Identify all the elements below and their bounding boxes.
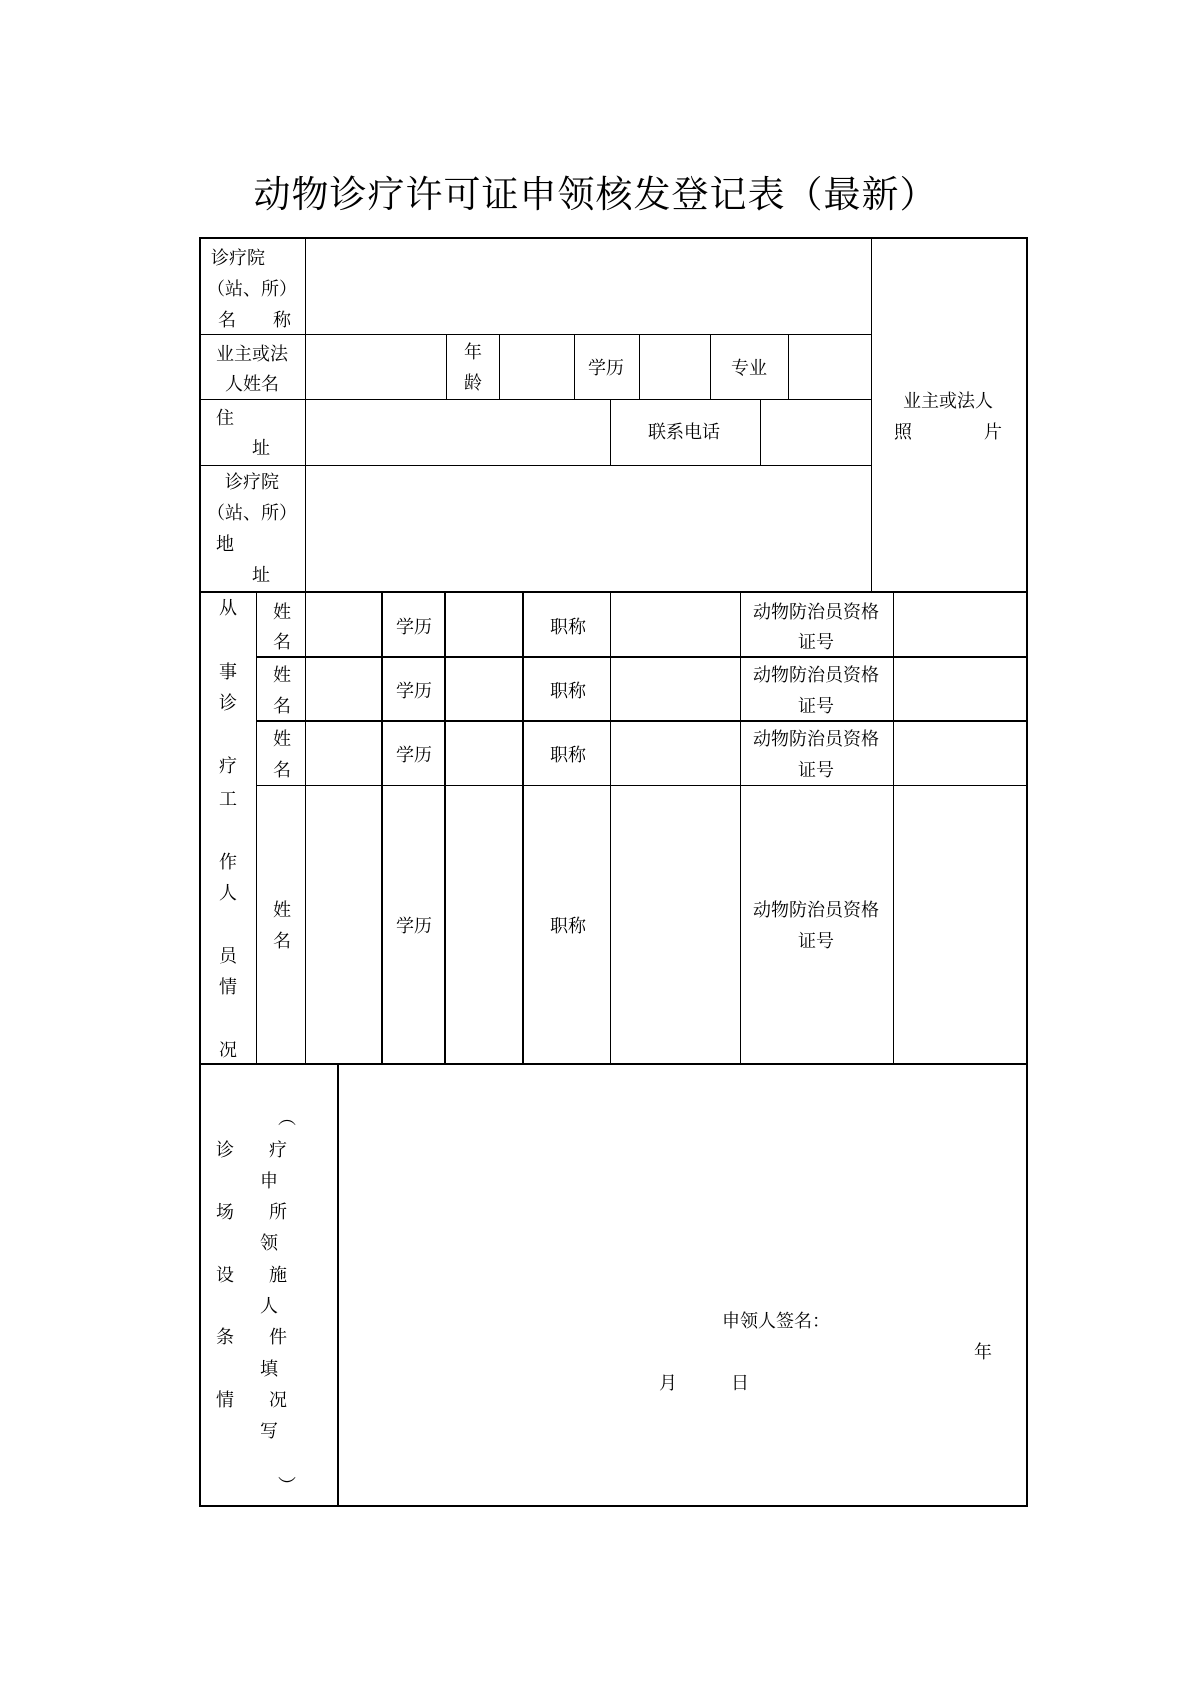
staff-education-label: 学历 — [396, 617, 432, 638]
staff-name-field[interactable] — [306, 786, 381, 1063]
facility-label: 疗 — [269, 1140, 287, 1161]
signature-label: 申领人签名： — [722, 1311, 830, 1332]
facility-label: 人 — [260, 1296, 278, 1317]
staff-name-field[interactable] — [306, 658, 381, 720]
facility-label: 条 — [216, 1327, 234, 1348]
staff-education-label: 学历 — [396, 916, 432, 937]
staff-cert-label: 动物防治员资格 — [753, 900, 879, 921]
staff-cert-label: 证号 — [798, 760, 834, 781]
photo-label: 照 — [894, 422, 912, 443]
owner-name-label: 业主或法 — [216, 344, 288, 365]
owner-name-label: 人姓名 — [225, 374, 279, 395]
staff-cert-field[interactable] — [894, 658, 1026, 720]
facility-label: 诊 — [216, 1140, 234, 1161]
date-month-label: 月 — [659, 1373, 677, 1394]
facility-label: 况 — [269, 1390, 287, 1411]
staff-title-field[interactable] — [611, 786, 740, 1063]
staff-section-label: 情 — [219, 977, 237, 998]
facility-label: 填 — [260, 1359, 278, 1380]
col-line — [740, 591, 741, 1064]
staff-title-field[interactable] — [611, 658, 740, 720]
phone-label: 联系电话 — [648, 422, 720, 443]
facility-label: 情 — [216, 1390, 234, 1411]
staff-education-field[interactable] — [446, 658, 522, 720]
staff-cert-label: 证号 — [798, 632, 834, 653]
staff-education-label: 学历 — [396, 745, 432, 766]
clinic-name-label: 称 — [273, 310, 291, 331]
staff-section-label: 诊 — [219, 693, 237, 714]
col-line — [381, 591, 383, 1064]
education-label: 学历 — [588, 358, 624, 379]
staff-name-field[interactable] — [306, 593, 381, 656]
clinic-address-field[interactable] — [306, 466, 871, 591]
clinic-name-field[interactable] — [306, 239, 871, 334]
date-day-label: 日 — [731, 1373, 749, 1394]
major-field[interactable] — [789, 335, 871, 399]
facility-label: 件 — [269, 1327, 287, 1348]
staff-cert-field[interactable] — [894, 722, 1026, 785]
address-label: 住 — [216, 408, 234, 429]
facility-label: ︶ — [278, 1476, 296, 1497]
table-bottom-border — [199, 1505, 1028, 1507]
address-field[interactable] — [306, 400, 610, 465]
staff-section-label: 工 — [219, 789, 237, 810]
staff-name-label: 名 — [273, 931, 291, 952]
col-line — [574, 334, 575, 400]
staff-section-label: 疗 — [219, 756, 237, 777]
staff-education-label: 学历 — [396, 681, 432, 702]
table-right-border — [1026, 237, 1028, 1507]
education-field[interactable] — [640, 335, 710, 399]
staff-name-label: 名 — [273, 760, 291, 781]
staff-title-label: 职称 — [550, 617, 586, 638]
photo-label: 业主或法人 — [903, 391, 993, 412]
facility-label: 领 — [260, 1233, 278, 1254]
address-label: 址 — [252, 438, 270, 459]
facility-label: 所 — [269, 1202, 287, 1223]
staff-section-label: 作 — [219, 852, 237, 873]
age-field[interactable] — [500, 335, 574, 399]
table-left-border — [199, 237, 201, 1507]
staff-section-label: 人 — [219, 883, 237, 904]
col-line — [610, 399, 611, 466]
staff-cert-label: 证号 — [798, 931, 834, 952]
facility-label: 申 — [260, 1171, 278, 1192]
photo-label: 片 — [984, 422, 1002, 443]
staff-title-field[interactable] — [611, 722, 740, 785]
staff-cert-field[interactable] — [894, 593, 1026, 656]
col-line — [256, 591, 257, 1064]
staff-cert-label: 动物防治员资格 — [753, 729, 879, 750]
staff-title-label: 职称 — [550, 681, 586, 702]
age-label: 龄 — [464, 373, 482, 394]
staff-title-field[interactable] — [611, 593, 740, 656]
col-line — [522, 591, 524, 1064]
facility-label: 写 — [260, 1421, 278, 1442]
staff-cert-label: 动物防治员资格 — [753, 602, 879, 623]
date-year-label: 年 — [974, 1342, 992, 1363]
staff-title-label: 职称 — [550, 745, 586, 766]
col-line — [710, 334, 711, 400]
facility-content-field[interactable] — [339, 1065, 1026, 1505]
staff-education-field[interactable] — [446, 786, 522, 1063]
clinic-address-label: 地 — [216, 534, 234, 555]
phone-field[interactable] — [761, 400, 871, 465]
staff-education-field[interactable] — [446, 722, 522, 785]
document-title: 动物诊疗许可证申领核发登记表（最新） — [253, 173, 938, 216]
staff-section-label: 事 — [219, 662, 237, 683]
facility-label: 场 — [216, 1202, 234, 1223]
age-label: 年 — [464, 342, 482, 363]
staff-name-label: 姓 — [273, 729, 291, 750]
staff-name-label: 名 — [273, 696, 291, 717]
owner-name-field[interactable] — [306, 335, 446, 399]
clinic-name-label: （站、所） — [207, 279, 297, 300]
facility-label: 设 — [216, 1265, 234, 1286]
staff-name-label: 姓 — [273, 665, 291, 686]
staff-name-field[interactable] — [306, 722, 381, 785]
staff-name-label: 姓 — [273, 602, 291, 623]
staff-cert-label: 证号 — [798, 696, 834, 717]
clinic-name-label: 诊疗院 — [211, 248, 265, 269]
staff-section-label: 从 — [219, 598, 237, 619]
col-line — [446, 334, 447, 400]
staff-section-label: 员 — [219, 946, 237, 967]
staff-cert-field[interactable] — [894, 786, 1026, 1063]
clinic-address-label: （站、所） — [207, 503, 297, 524]
staff-title-label: 职称 — [550, 916, 586, 937]
staff-education-field[interactable] — [446, 593, 522, 656]
staff-cert-label: 动物防治员资格 — [753, 665, 879, 686]
facility-label: 施 — [269, 1265, 287, 1286]
clinic-address-label: 址 — [252, 565, 270, 586]
clinic-address-label: 诊疗院 — [225, 472, 279, 493]
staff-name-label: 名 — [273, 632, 291, 653]
staff-name-label: 姓 — [273, 900, 291, 921]
facility-label: ︵ — [278, 1108, 296, 1129]
clinic-name-label: 名 — [218, 310, 236, 331]
staff-section-label: 况 — [219, 1040, 237, 1061]
major-label: 专业 — [731, 358, 767, 379]
